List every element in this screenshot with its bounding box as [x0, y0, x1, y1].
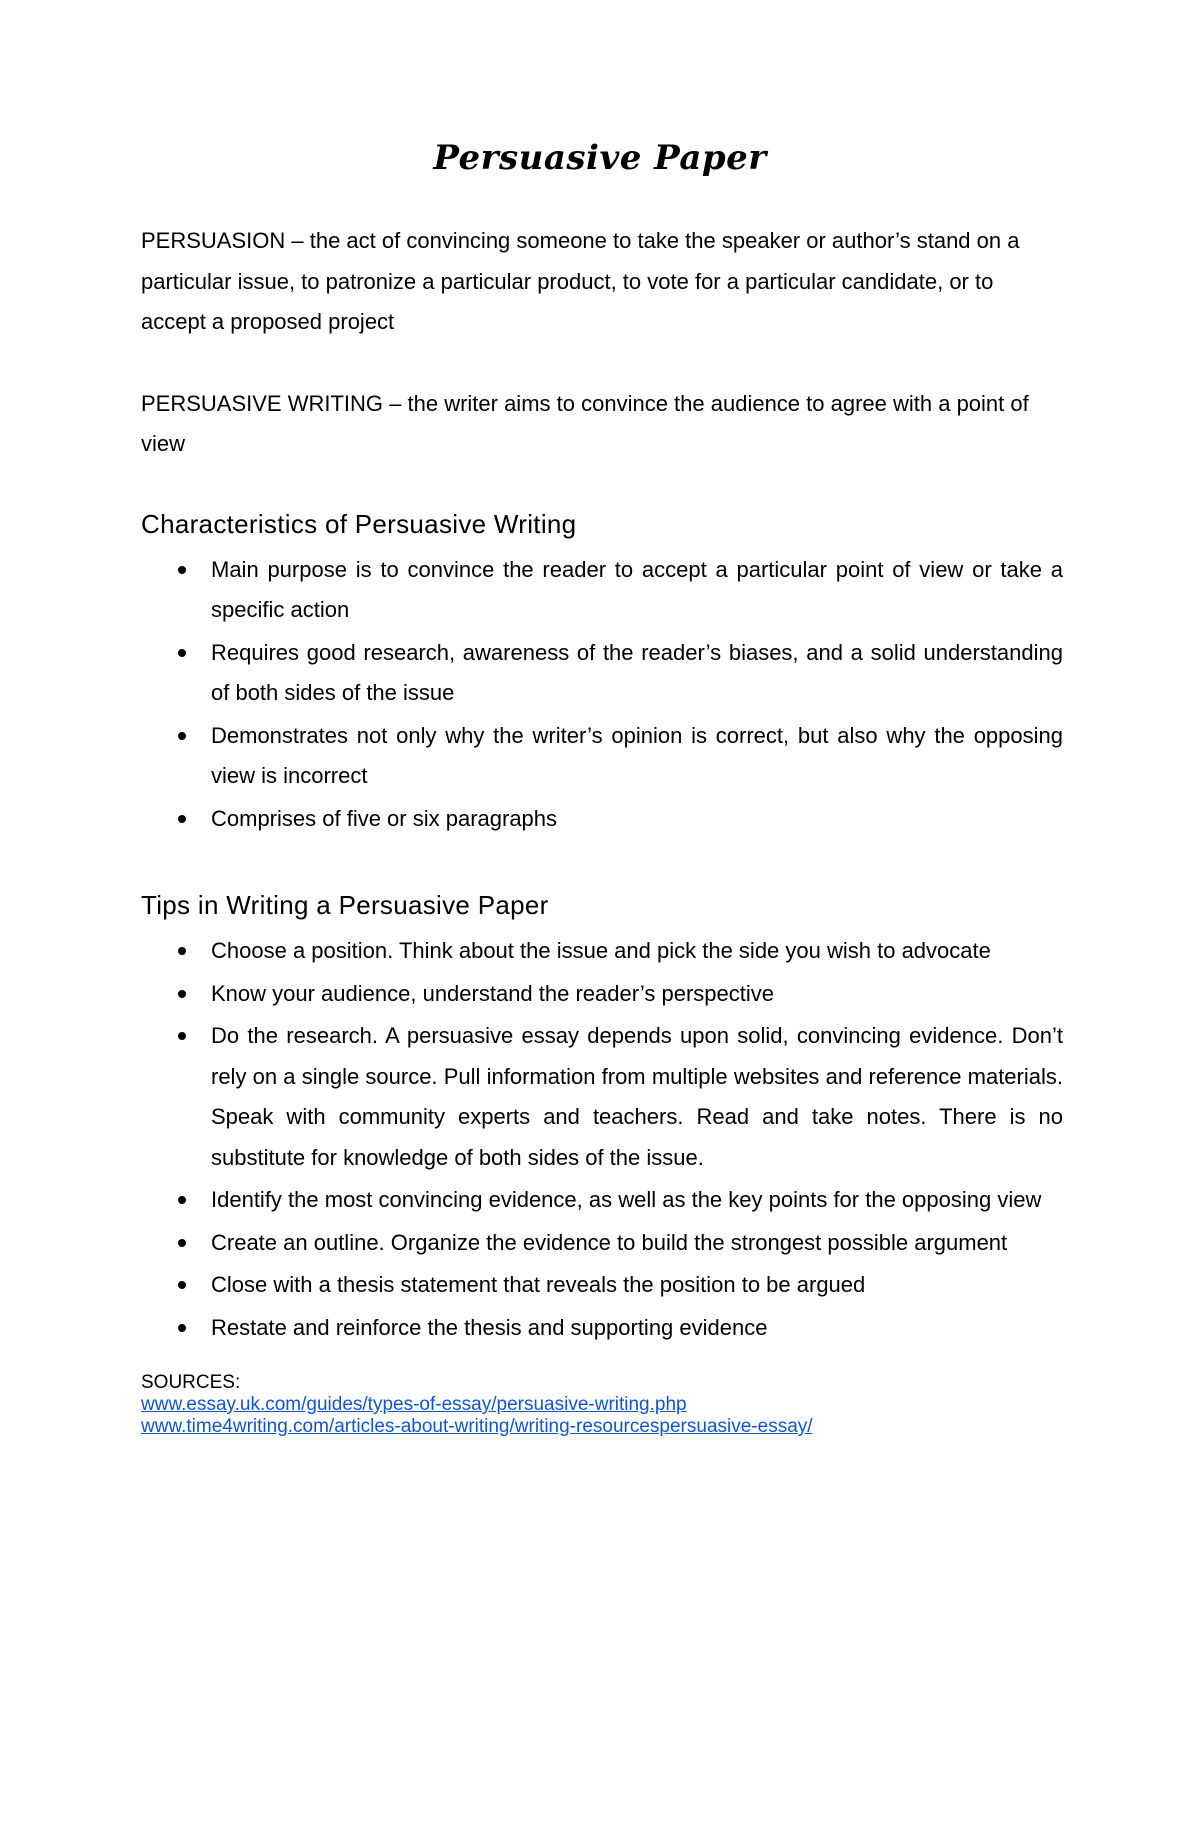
bullet-icon [178, 990, 186, 998]
list-item [141, 974, 1063, 1015]
list-item-text: Close with a thesis statement that reveals the position to be argued [211, 1272, 866, 1297]
list-item [141, 716, 1063, 797]
list-item [141, 633, 1063, 714]
characteristics-heading: Characteristics of Persuasive Writing [141, 508, 577, 539]
list-item-text: Demonstrates not only why the writer’s opinion is correct, but also why the opposing view is incorrect [211, 722, 1063, 788]
list-item [141, 1223, 1063, 1264]
bullet-icon [178, 566, 186, 574]
list-item-text: Identify the most convincing evidence, as well as the key points for the opposing view [211, 1187, 1042, 1212]
list-item-text: Choose a position. Think about the issue and pick the side you wish to advocate [211, 938, 991, 963]
list-item [141, 1016, 1063, 1178]
tips-list [141, 931, 1063, 1348]
document-body [141, 221, 1063, 1438]
bullet-icon [178, 1032, 186, 1040]
list-item [141, 1265, 1063, 1306]
bullet-icon [178, 732, 186, 740]
sources-label: SOURCES: [141, 1372, 241, 1393]
list-item-text: Requires good research, awareness of the reader’s biases, and a solid understanding of both sides of the issue [211, 639, 1063, 705]
bullet-icon [178, 1324, 186, 1332]
bullet-icon [178, 815, 186, 823]
bullet-icon [178, 1239, 186, 1247]
list-item-text: Comprises of five or six paragraphs [211, 805, 558, 831]
page-title: Persuasive Paper [433, 138, 767, 178]
bullet-icon [178, 1281, 186, 1289]
list-item-text: Create an outline. Organize the evidence to build the strongest possible argument [211, 1229, 1008, 1255]
source-link-essay-uk[interactable]: www.essay.uk.com/guides/types-of-essay/persuasive-writing.php [141, 1394, 687, 1415]
sources-section [141, 1372, 1063, 1438]
list-item-text: Do the research. A persuasive essay depends upon solid, convincing evidence. Don’t rely on a single source. Pull information from multiple websites and reference materials. Speak with community experts and teachers. Read and take notes. There is no substitute for knowledge of both sides of the issue. [211, 1023, 1063, 1170]
list-item [141, 931, 1063, 972]
definition-persuasive-writing: PERSUASIVE WRITING – the writer aims to convince the audience to agree with a point of view [141, 390, 1029, 456]
list-item [141, 799, 1063, 840]
bullet-icon [178, 1196, 186, 1204]
characteristics-list [141, 550, 1063, 840]
source-link-time4writing[interactable]: www.time4writing.com/articles-about-writing/writing-resourcespersuasive-essay/ [141, 1416, 813, 1437]
bullet-icon [178, 947, 186, 955]
list-item-text: Know your audience, understand the reader’s perspective [211, 980, 774, 1006]
definition-persuasion: PERSUASION – the act of convincing someone to take the speaker or author’s stand on a particular issue, to patronize a particular product, to vote for a particular candidate, or to accept a proposed project [141, 228, 1020, 334]
list-item [141, 550, 1063, 631]
list-item [141, 1180, 1063, 1221]
list-item-text: Restate and reinforce the thesis and supporting evidence [211, 1314, 768, 1340]
bullet-icon [178, 649, 186, 657]
tips-heading: Tips in Writing a Persuasive Paper [141, 890, 549, 920]
spacer [141, 841, 1063, 881]
list-item [141, 1308, 1063, 1349]
list-item-text: Main purpose is to convince the reader to accept a particular point of view or take a specific action [211, 556, 1063, 622]
